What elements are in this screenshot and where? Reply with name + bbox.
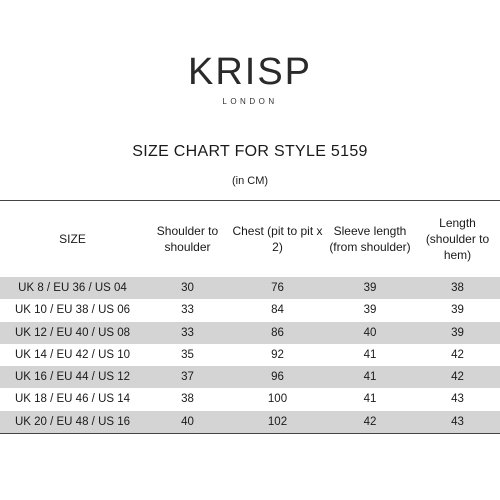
cell-chest: 86 [271, 326, 284, 339]
header-size: SIZE [59, 232, 86, 246]
cell-length: 39 [451, 304, 464, 317]
cell-sleeve: 41 [363, 371, 377, 384]
cell-sleeve: 40 [363, 326, 377, 339]
header-shoulder: Shoulder to shoulder [156, 224, 219, 254]
cell-sleeve: 41 [363, 348, 377, 361]
table-header [0, 201, 500, 277]
table-row [0, 299, 500, 321]
table-row [0, 366, 500, 388]
cell-shoulder: 40 [181, 415, 194, 428]
table-row [0, 322, 500, 344]
table-row [0, 277, 500, 299]
cell-sleeve: 42 [363, 415, 377, 428]
cell-chest: 100 [267, 393, 288, 406]
table-bottom-rule [0, 433, 500, 434]
cell-length: 38 [451, 282, 464, 295]
cell-length: 42 [451, 371, 464, 384]
cell-length: 43 [451, 415, 464, 428]
cell-length: 39 [451, 326, 464, 339]
table-row [0, 411, 500, 433]
cell-size: UK 14 / EU 42 / US 10 [14, 348, 131, 361]
cell-sleeve: 39 [363, 282, 377, 295]
table-row [0, 344, 500, 366]
cell-shoulder: 33 [181, 304, 194, 317]
cell-shoulder: 37 [181, 371, 194, 384]
cell-sleeve: 41 [363, 393, 377, 406]
page-title: SIZE CHART FOR STYLE 5159 [132, 143, 368, 160]
cell-shoulder: 30 [181, 282, 194, 295]
cell-chest: 84 [271, 304, 284, 317]
cell-length: 43 [451, 393, 464, 406]
brand-name: KRISP [187, 51, 313, 93]
cell-shoulder: 38 [181, 393, 194, 406]
cell-size: UK 18 / EU 46 / US 14 [14, 393, 131, 406]
cell-length: 42 [451, 348, 464, 361]
cell-shoulder: 33 [181, 326, 194, 339]
cell-chest: 92 [271, 348, 284, 361]
cell-chest: 102 [267, 415, 288, 428]
table-body [0, 277, 500, 433]
cell-sleeve: 39 [363, 304, 377, 317]
cell-shoulder: 35 [181, 348, 194, 361]
cell-size: UK 10 / EU 38 / US 06 [14, 304, 131, 317]
brand-subtitle: LONDON [222, 97, 278, 106]
header-length: Length (shoulder to hem) [425, 216, 490, 262]
table-row [0, 388, 500, 410]
cell-chest: 96 [271, 371, 284, 384]
cell-size: UK 8 / EU 36 / US 04 [18, 282, 127, 295]
cell-size: UK 20 / EU 48 / US 16 [14, 415, 131, 428]
cell-size: UK 12 / EU 40 / US 08 [14, 326, 131, 339]
unit-note: (in CM) [231, 175, 269, 187]
header-sleeve-length: Sleeve length (from shoulder) [329, 224, 411, 254]
cell-chest: 76 [271, 282, 284, 295]
header-chest: Chest (pit to pit x 2) [232, 224, 323, 254]
cell-size: UK 16 / EU 44 / US 12 [14, 371, 131, 384]
